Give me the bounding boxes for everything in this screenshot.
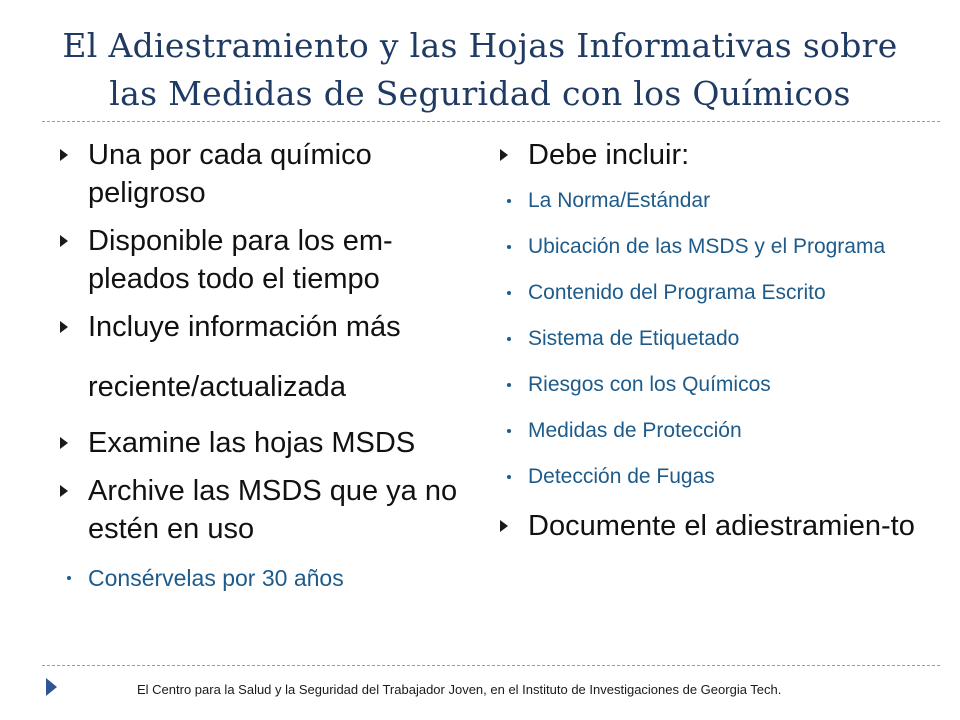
sub-bullet-item	[500, 185, 930, 217]
bullet-text: Archive las MSDS que ya no estén en uso	[88, 475, 458, 545]
bullet-arrow-icon	[60, 437, 68, 449]
footer-text: El Centro para la Salud y la Seguridad del Trabajador Joven, en el Instituto de Investigaciones de Georgia Tech.	[137, 682, 782, 697]
sub-bullet-item	[500, 323, 930, 355]
sub-bullet-item	[60, 562, 480, 594]
dot-bullet-icon	[507, 475, 511, 479]
bullet-text: Una por cada químico peligroso	[88, 139, 372, 209]
sub-bullet-text: Ubicación de las MSDS y el Programa	[528, 235, 886, 258]
bullet-text: Examine las hojas MSDS	[88, 427, 416, 459]
bullet-text: Debe incluir:	[528, 139, 690, 171]
dot-bullet-icon	[507, 337, 511, 341]
bullet-arrow-icon	[60, 149, 68, 161]
sub-bullet-item	[500, 231, 888, 263]
sub-bullet-text: Detección de Fugas	[528, 465, 715, 488]
sub-bullet-text: Consérvelas por 30 años	[88, 565, 344, 591]
dot-bullet-icon	[507, 245, 511, 249]
left-column	[60, 136, 480, 594]
sub-bullet-item	[500, 277, 888, 309]
top-divider	[42, 121, 940, 122]
dot-bullet-icon	[507, 199, 511, 203]
bullet-item-5	[60, 472, 468, 548]
bullet-item-1	[60, 136, 468, 212]
bottom-divider	[42, 665, 940, 666]
dot-bullet-icon	[507, 291, 511, 295]
sub-bullet-text: Riesgos con los Químicos	[528, 373, 771, 396]
slide-title	[0, 22, 960, 118]
bullet-arrow-icon	[60, 321, 68, 333]
blue-triangle-icon	[46, 678, 57, 696]
bullet-item-heading	[500, 136, 930, 174]
dot-bullet-icon	[67, 576, 71, 580]
bullet-text: reciente/actualizada	[88, 371, 346, 403]
sub-bullet-text: Medidas de Protección	[528, 419, 742, 442]
title-line-1: El Adiestramiento y las Hojas Informativas sobre	[62, 26, 898, 65]
bullet-continuation	[60, 368, 480, 406]
bullet-item-last	[500, 507, 938, 545]
dot-bullet-icon	[507, 429, 511, 433]
bullet-item-4	[60, 424, 480, 462]
bullet-arrow-icon	[500, 149, 508, 161]
bullet-arrow-icon	[60, 235, 68, 247]
bullet-text: Disponible para los em-pleados todo el tiempo	[88, 225, 393, 295]
right-column	[500, 136, 930, 545]
bullet-item-2	[60, 222, 468, 298]
bullet-arrow-icon	[60, 485, 68, 497]
sub-bullet-item	[500, 369, 930, 401]
bullet-text: Documente el adiestramien-to	[528, 510, 915, 542]
sub-bullet-text: Contenido del Programa Escrito	[528, 281, 826, 304]
sub-bullet-item	[500, 415, 930, 447]
dot-bullet-icon	[507, 383, 511, 387]
sub-bullet-text: La Norma/Estándar	[528, 189, 711, 212]
bullet-arrow-icon	[500, 520, 508, 532]
title-line-2: las Medidas de Seguridad con los Químicos	[109, 74, 851, 113]
sub-bullet-text: Sistema de Etiquetado	[528, 327, 740, 350]
sub-bullet-item	[500, 461, 930, 493]
bullet-text: Incluye información más	[88, 311, 401, 343]
bullet-item-3	[60, 308, 480, 346]
